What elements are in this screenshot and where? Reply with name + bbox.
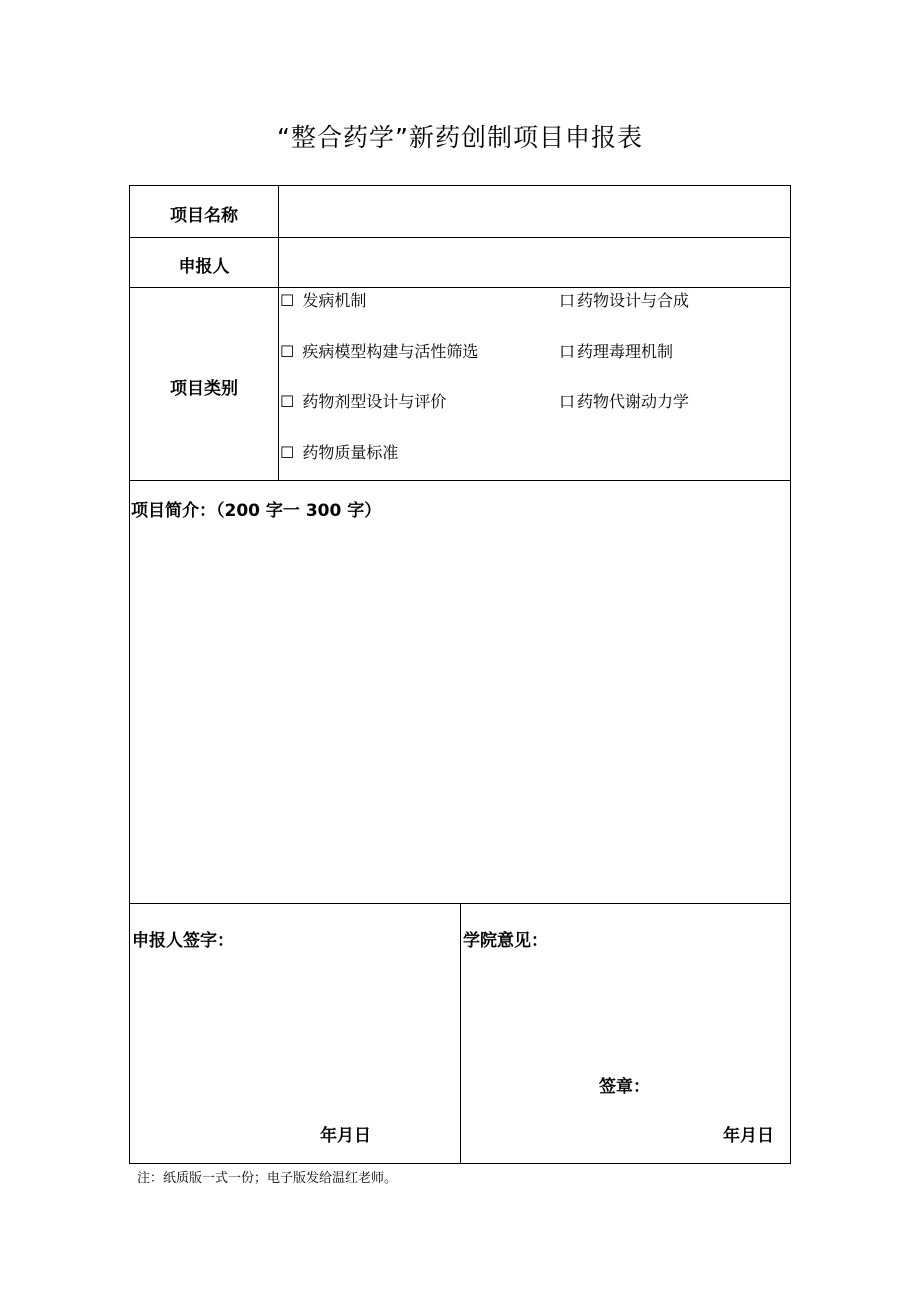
category-option-quality-standard[interactable]: ☐ 药物质量标准 [280, 443, 399, 462]
project-intro-field[interactable] [130, 526, 790, 902]
project-name-label: 项目名称 [170, 206, 238, 226]
checkbox-icon[interactable]: 口 [559, 291, 576, 310]
checkbox-icon[interactable]: ☐ [280, 392, 295, 411]
divider [130, 480, 790, 481]
category-option-pharmacokinetics[interactable]: 口 药物代谢动力学 [559, 392, 690, 411]
checkbox-icon[interactable]: 口 [559, 342, 576, 361]
checkbox-icon[interactable]: ☐ [280, 342, 295, 361]
checkbox-icon[interactable]: 口 [559, 392, 576, 411]
applicant-field[interactable] [279, 238, 790, 287]
applicant-label: 申报人 [178, 257, 230, 277]
college-date: 年月日 [723, 1126, 774, 1146]
divider [130, 287, 790, 288]
category-option-drug-design[interactable]: 口 药物设计与合成 [559, 291, 690, 310]
applicant-signature-label: 申报人签字： [132, 931, 234, 951]
category-option-pathogenesis[interactable]: ☐ 发病机制 [280, 291, 367, 310]
category-label: 项目类别 [170, 379, 238, 399]
project-name-field[interactable] [279, 186, 790, 237]
checkbox-icon[interactable]: ☐ [280, 443, 295, 462]
page-title: “整合药学”新药创制项目申报表 [277, 123, 643, 152]
stamp-label: 签章： [599, 1077, 650, 1097]
category-option-dosage-form[interactable]: ☐ 药物剂型设计与评价 [280, 392, 447, 411]
divider [460, 903, 461, 1163]
project-intro-label: 项目简介：（200 字一 300 字） [131, 501, 382, 521]
category-option-pharmacology-toxicology[interactable]: 口 药理毒理机制 [559, 342, 674, 361]
application-form-table [129, 185, 791, 1164]
footnote: 注：纸质版一式一份；电子版发给温红老师。 [137, 1171, 398, 1186]
college-opinion-label: 学院意见： [463, 931, 548, 951]
category-option-disease-model[interactable]: ☐ 疾病模型构建与活性筛选 [280, 342, 479, 361]
applicant-date: 年月日 [320, 1126, 371, 1146]
checkbox-icon[interactable]: ☐ [280, 291, 295, 310]
